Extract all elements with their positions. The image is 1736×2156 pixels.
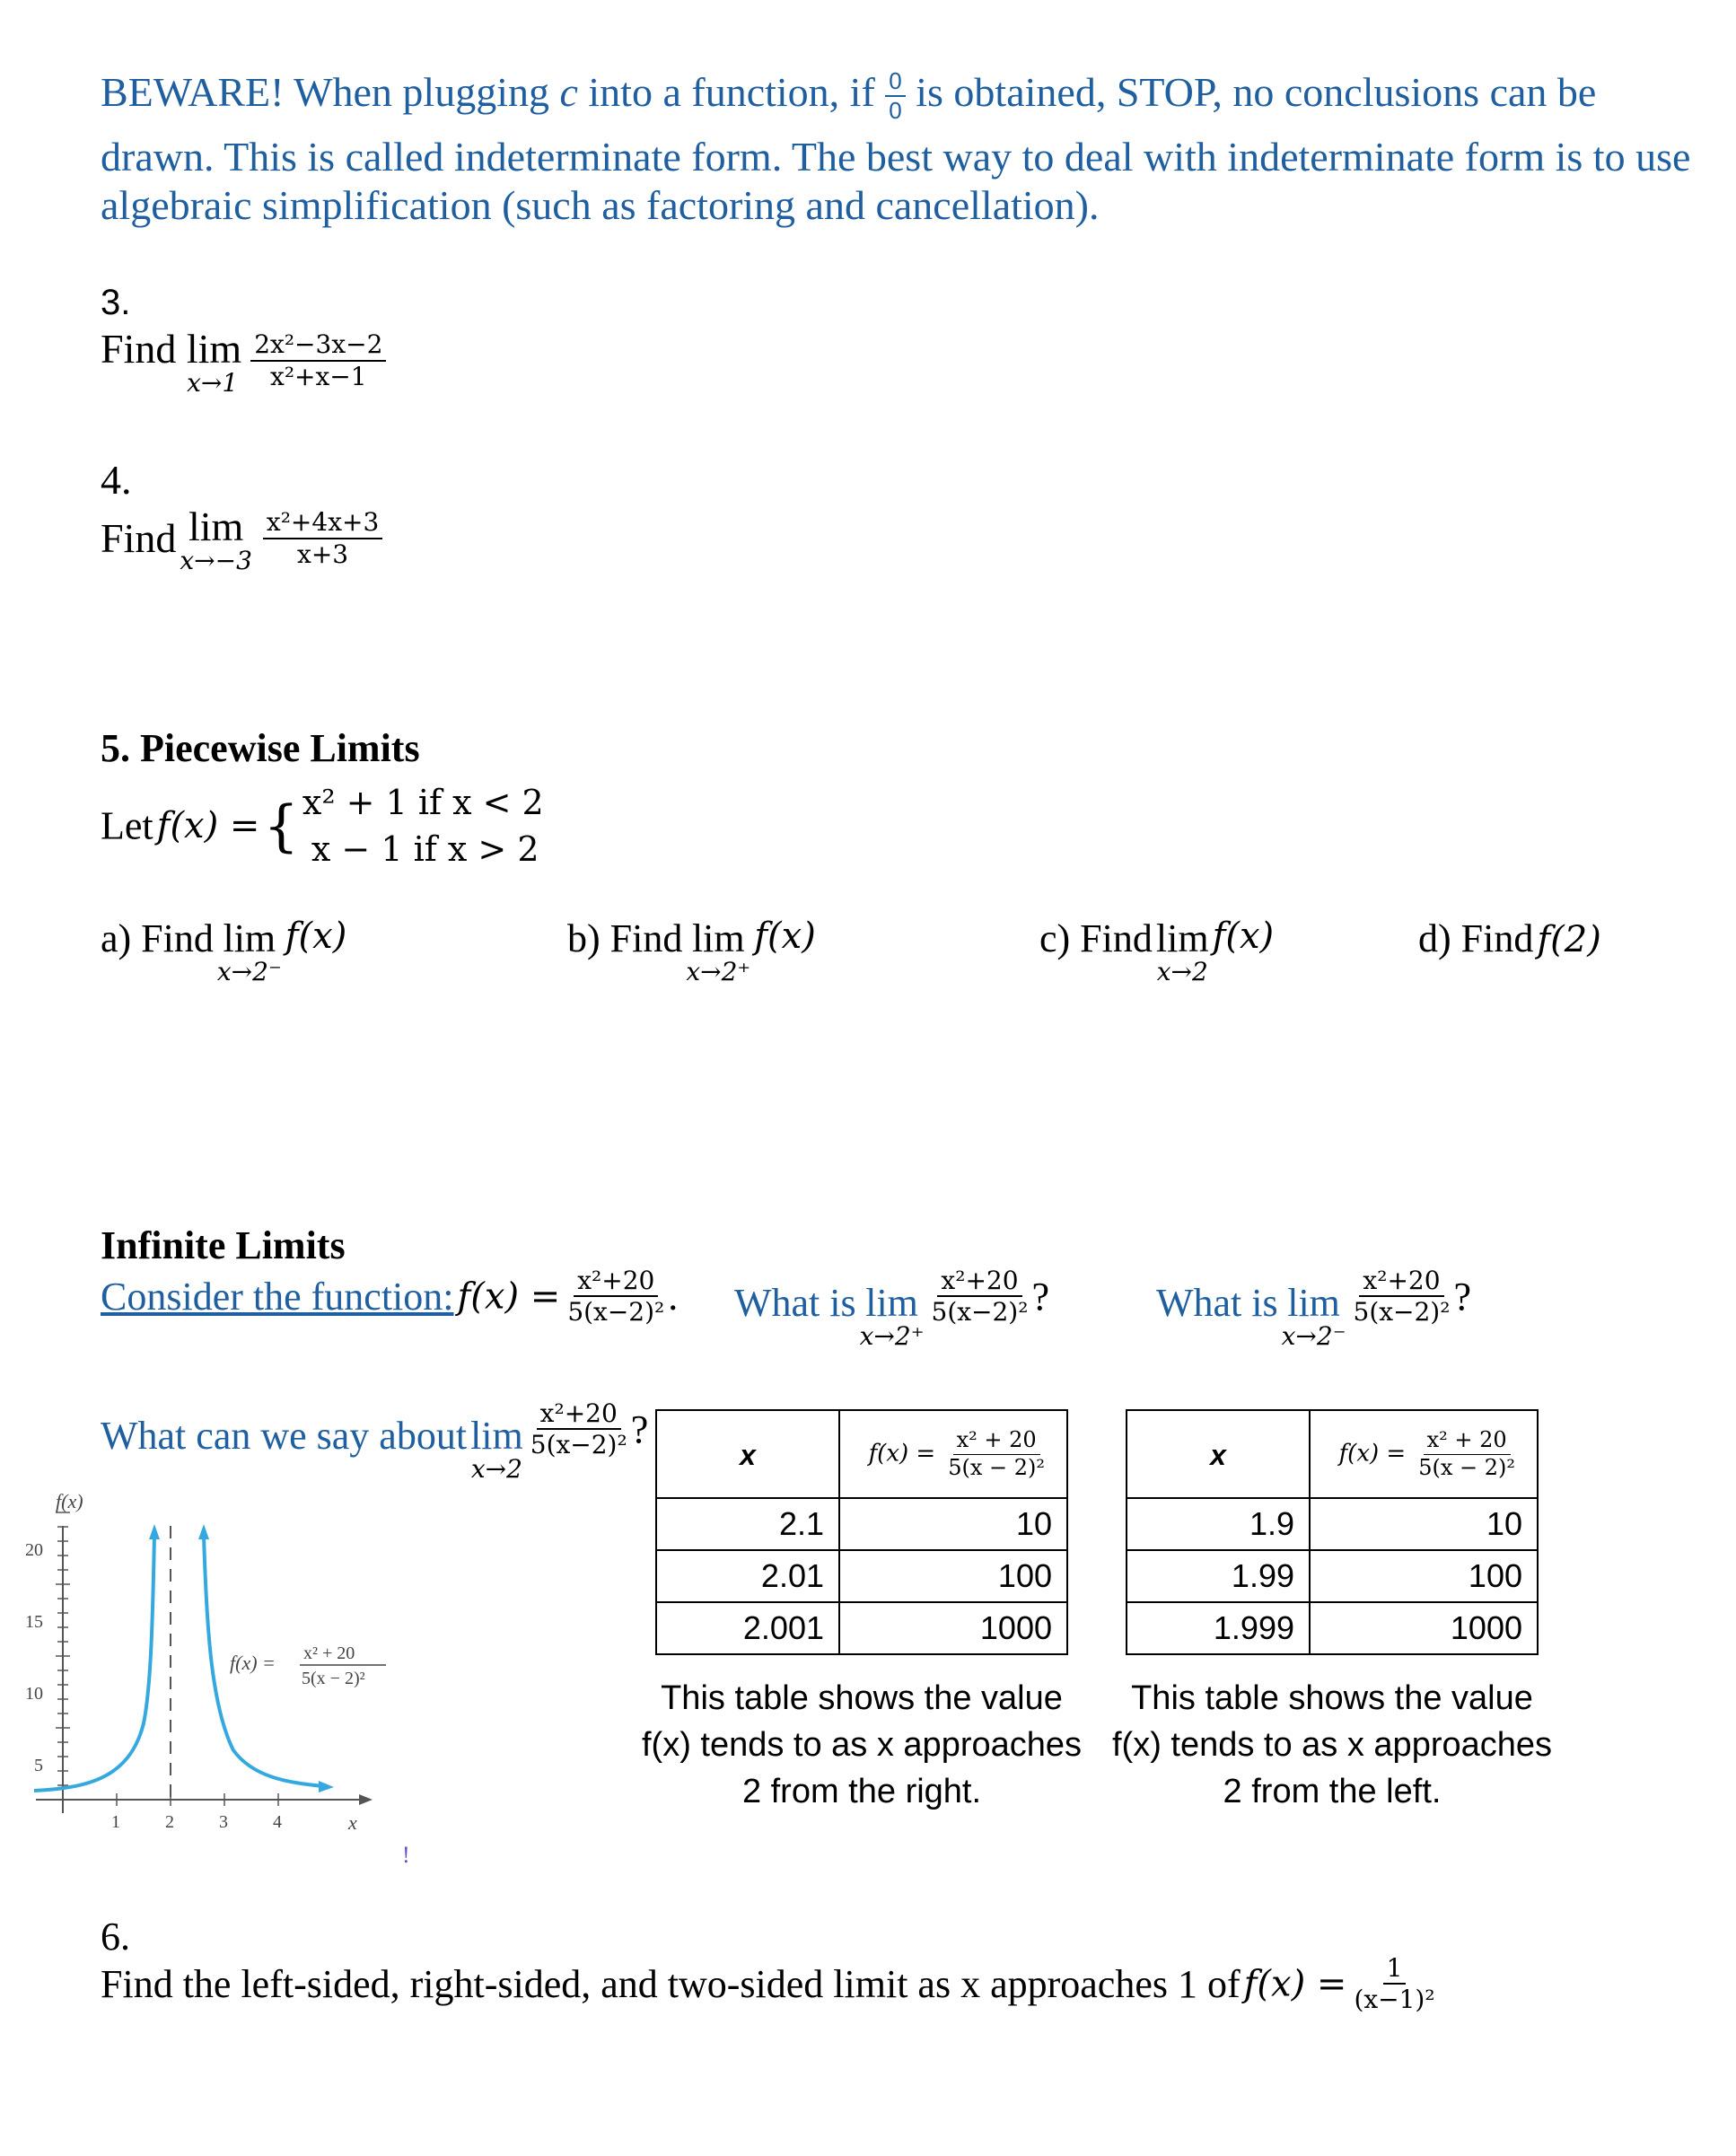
infinite-heading: Infinite Limits [101, 1223, 346, 1267]
caption-line: This table shows the value [1131, 1679, 1533, 1717]
lim-block [1282, 1280, 1346, 1349]
fraction-den: 5(x−2)² [567, 1297, 665, 1328]
question-right-limit [734, 1266, 1049, 1351]
caption-line: f(x) tends to as x approaches [1111, 1726, 1553, 1764]
zero-num: 0 [885, 69, 905, 97]
fraction-num: x²+20 [574, 1267, 658, 1297]
cell-x: 1.9 [1127, 1498, 1310, 1550]
piecewise-cases [302, 779, 544, 872]
table-right-caption [628, 1675, 1095, 1815]
problem-4-lim [180, 503, 252, 574]
graph-fraction-num: x² + 20 [303, 1643, 355, 1663]
fraction-den: 5(x−2)² [1353, 1297, 1451, 1328]
table-left-caption [1099, 1675, 1565, 1815]
what-is-text: What is [1156, 1281, 1278, 1325]
case-1: x² + 1 if x < 2 [302, 783, 544, 822]
fx-short: f(x) [285, 916, 347, 957]
fraction-num: x²+4x+3 [263, 509, 382, 539]
y-tick-label: 20 [25, 1540, 43, 1560]
header-f-text: f(x) = [1338, 1441, 1407, 1468]
table-row [656, 1602, 1067, 1654]
piecewise-definition [101, 779, 544, 872]
left-branch-arrow [149, 1524, 160, 1539]
lim-subscript: x→1 [187, 368, 239, 398]
consider-line [101, 1267, 678, 1326]
fraction-den: 5(x−2)² [530, 1430, 627, 1460]
brace: { [263, 793, 299, 859]
cell-x: 2.001 [656, 1602, 839, 1654]
piecewise-part-a [101, 916, 346, 985]
lim-text: lim [1287, 1281, 1340, 1325]
lim-block [470, 1413, 523, 1482]
y-axis-label: f(x) [56, 1490, 83, 1512]
piecewise-part-c [1039, 916, 1274, 985]
graph-fraction-den: 5(x − 2)² [302, 1669, 365, 1688]
part-label: d) Find [1418, 916, 1534, 960]
graph-fx-label: f(x) = [230, 1652, 276, 1674]
header-f [1310, 1410, 1538, 1498]
header-x-text: x [740, 1439, 756, 1471]
table-row [1127, 1550, 1538, 1602]
caption-line: f(x) tends to as x approaches [641, 1726, 1083, 1764]
table-right-limit [655, 1409, 1068, 1655]
question-mark: ? [1453, 1274, 1471, 1319]
consider-link[interactable]: Consider the function: [101, 1274, 454, 1319]
find-text: Find [101, 515, 177, 561]
lim-block [217, 916, 282, 985]
intro-c: c [559, 69, 578, 115]
lim-text: lim [470, 1414, 523, 1458]
cell-f: 10 [839, 1498, 1067, 1550]
lim-block [860, 1280, 925, 1349]
lim-text: lim [188, 504, 244, 549]
fraction-den: 5(x − 2)² [1418, 1454, 1515, 1480]
cell-x: 2.01 [656, 1550, 839, 1602]
question-fraction [527, 1400, 631, 1459]
problem-6-statement [101, 1955, 1439, 2013]
function-graph [18, 1490, 413, 1849]
zero-den: 0 [889, 97, 902, 125]
fraction-num: x² + 20 [1424, 1429, 1511, 1454]
table-row [656, 1498, 1067, 1550]
lim-subscript: x→2⁻ [1281, 1321, 1346, 1351]
lim-block [1156, 916, 1209, 985]
lim-text: lim [1155, 916, 1209, 960]
cell-x: 2.1 [656, 1498, 839, 1550]
intro-line-3: algebraic simplification (such as factoring and cancellation). [101, 182, 1100, 228]
fraction-den: 5(x−2)² [931, 1297, 1029, 1328]
problem-3-lim [101, 325, 241, 396]
problem-4-number: 4. [101, 457, 132, 503]
fraction-num: 1 [1383, 1955, 1407, 1985]
lim-subscript: x→2⁺ [859, 1321, 925, 1351]
lim-text: lim [865, 1281, 918, 1325]
cell-x: 1.99 [1127, 1550, 1310, 1602]
intro-text: into a function, if [588, 69, 875, 115]
fraction-num: 2x²−3x−2 [250, 331, 386, 361]
question-mark: ? [630, 1407, 649, 1451]
lim-subscript: x→2 [470, 1454, 522, 1484]
cell-x: 1.999 [1127, 1602, 1310, 1654]
x-axis-label: x [348, 1811, 357, 1834]
function-fraction [564, 1267, 668, 1326]
part-label: a) Find [101, 916, 214, 960]
fraction-den: x+3 [297, 539, 349, 569]
intro-text: BEWARE! When plugging [101, 69, 549, 115]
problem-4-expression [101, 503, 382, 574]
fraction-num: x²+20 [1359, 1267, 1443, 1297]
lim-subscript: x→2⁻ [216, 957, 282, 986]
lim-block [686, 916, 750, 985]
cell-f: 1000 [1310, 1602, 1538, 1654]
case-2: x − 1 if x > 2 [311, 829, 539, 869]
x-tick-label: 2 [165, 1812, 174, 1832]
table-header-row [1127, 1410, 1538, 1498]
cell-f: 100 [1310, 1550, 1538, 1602]
problem-6-text: Find the left-sided, right-sided, and two-sided limit as x approaches 1 of [101, 1961, 1241, 2006]
table-row [656, 1550, 1067, 1602]
table-row [1127, 1602, 1538, 1654]
table-row [1127, 1498, 1538, 1550]
y-tick-label: 10 [25, 1684, 43, 1704]
header-x-text: x [1210, 1439, 1226, 1471]
header-fraction [1415, 1429, 1519, 1478]
stray-mark: ! [402, 1842, 410, 1868]
x-tick-label: 3 [219, 1812, 228, 1832]
fraction-num: x²+20 [937, 1267, 1021, 1297]
find-lim-text: Find lim [101, 326, 242, 372]
intro-text: is obtained, STOP, no conclusions can be [916, 69, 1597, 115]
x-tick-label: 4 [273, 1812, 282, 1832]
what-is-text: What is [734, 1281, 856, 1325]
question-mark: ? [1031, 1274, 1049, 1319]
piecewise-heading: 5. Piecewise Limits [101, 726, 420, 770]
fraction-den: 5(x − 2)² [948, 1454, 1045, 1480]
cell-f: 10 [1310, 1498, 1538, 1550]
fraction-num: x²+20 [537, 1400, 621, 1430]
fx-short: f(x) [1212, 916, 1275, 957]
problem-6-number: 6. [101, 1915, 130, 1959]
zero-over-zero [885, 69, 905, 124]
problem-3-fraction [250, 331, 386, 390]
x-tick-label: 1 [111, 1812, 120, 1832]
lim-subscript: x→−3 [180, 546, 252, 575]
problem-3-number: 3. [101, 283, 131, 322]
header-f [839, 1410, 1067, 1498]
question-two-sided [101, 1398, 649, 1484]
header-x [1127, 1410, 1310, 1498]
fx-short: f(x) [754, 916, 816, 957]
cell-f: 1000 [839, 1602, 1067, 1654]
right-branch-arrow [198, 1524, 209, 1539]
caption-line: This table shows the value [661, 1679, 1063, 1717]
lim-subscript: x→2 [1156, 957, 1208, 986]
lim-text: lim [691, 916, 745, 960]
what-can-text: What can we say about [101, 1414, 468, 1458]
caption-line: 2 from the left. [1223, 1773, 1442, 1810]
part-label: b) Find [567, 916, 683, 960]
header-fraction [944, 1429, 1048, 1478]
y-tick-label: 15 [25, 1612, 43, 1632]
piecewise-part-d [1418, 916, 1601, 961]
let-text: Let [101, 803, 153, 848]
caption-line: 2 from the right. [741, 1773, 982, 1810]
problem-6-fraction [1350, 1955, 1438, 2013]
cell-f: 100 [839, 1550, 1067, 1602]
question-fraction [1350, 1267, 1454, 1326]
piecewise-part-b [567, 916, 816, 985]
intro-line-2: drawn. This is called indeterminate form. The best way to deal with indeterminate form is to use [101, 134, 1691, 180]
table-left-limit [1126, 1409, 1539, 1655]
right-branch-end-arrow [319, 1781, 334, 1792]
question-left-limit [1156, 1266, 1471, 1351]
header-x [656, 1410, 839, 1498]
part-label: c) Find [1039, 916, 1153, 960]
question-fraction [928, 1267, 1032, 1326]
fx-label: f(x) = [1243, 1963, 1347, 2005]
table-header-row [656, 1410, 1067, 1498]
left-branch-curve [34, 1535, 154, 1791]
intro-line-1 [101, 68, 1596, 124]
f-of-2: f(2) [1537, 919, 1601, 960]
x-axis-arrow [359, 1794, 373, 1805]
problem-4-fraction [263, 509, 382, 567]
lim-subscript: x→2⁺ [686, 957, 751, 986]
fraction-den: (x−1)² [1354, 1985, 1435, 2015]
fraction-num: x² + 20 [953, 1429, 1040, 1454]
fraction-den: x²+x−1 [270, 361, 367, 391]
lim-text: lim [223, 916, 276, 960]
period: . [668, 1274, 679, 1319]
fx-label: f(x) = [156, 805, 260, 846]
header-f-text: f(x) = [868, 1441, 936, 1468]
y-tick-label: 5 [34, 1756, 43, 1775]
problem-3-expression [101, 325, 386, 396]
fx-label: f(x) = [457, 1275, 561, 1318]
